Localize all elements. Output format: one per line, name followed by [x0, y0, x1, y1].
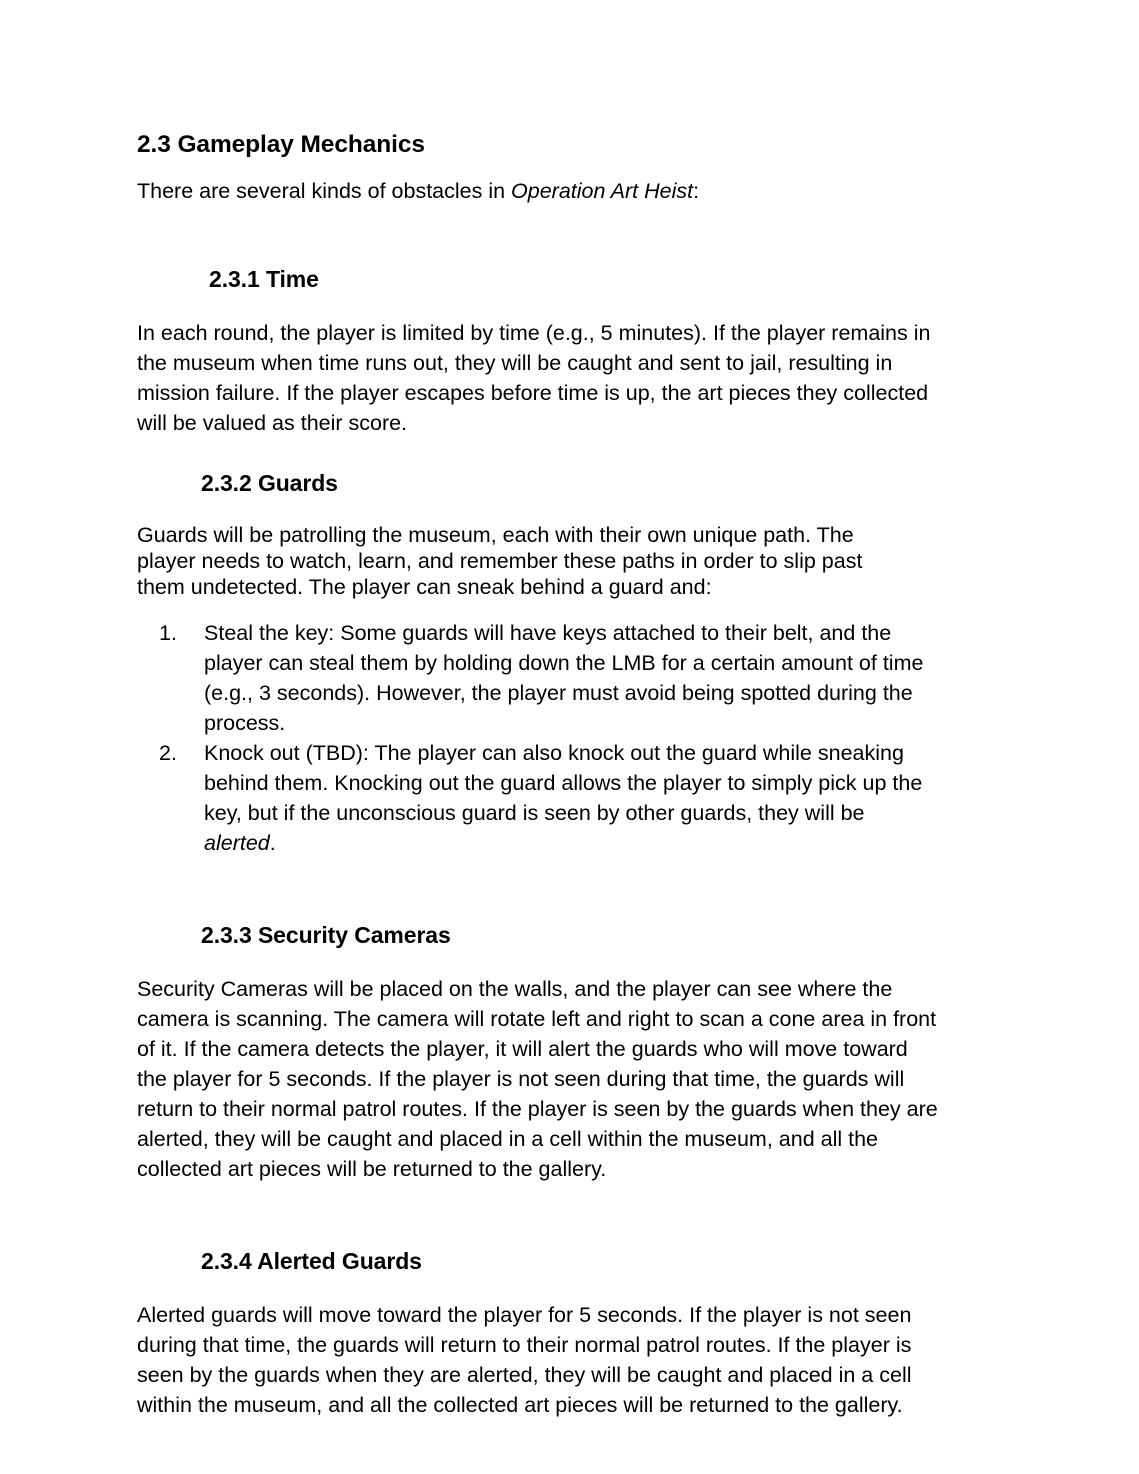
subsection-body-2-3-1: In each round, the player is limited by time (e.g., 5 minutes). If the player remains in the museum when time runs out, they will be caught and sent to jail, resulting in mission failure. If the player escapes before time is up, the art pieces they collected will be valued as their score.: [137, 321, 931, 435]
intro-text-after-title: :: [693, 179, 700, 203]
document-content: [137, 130, 1017, 1420]
list-marker: 2.: [159, 741, 177, 765]
subsection-heading-2-3-4: 2.3.4 Alerted Guards: [201, 1248, 422, 1274]
spacer-before-guard-list: [137, 600, 1017, 618]
subsection-body-2-3-3: Security Cameras will be placed on the walls, and the player can see where the camera is scanning. The camera will rotate left and right to scan a cone area in front of it. If the camera detects the player, it will alert the guards who will move toward the player for 5 seconds. If the player is not seen during that time, the guards will return to their normal patrol routes. If the player is seen by the guards when they are alerted, they will be caught and placed in a cell within the museum, and all the collected art pieces will be returned to the gallery.: [137, 977, 938, 1181]
alerted-italic-word: alerted: [204, 831, 270, 855]
section-intro-paragraph: [137, 176, 943, 206]
spacer-after-2-3-1-heading: [137, 294, 1017, 318]
list-item: [137, 738, 927, 858]
spacer-after-2-3-4-heading: [137, 1276, 1017, 1300]
game-title-italic: Operation Art Heist: [511, 179, 694, 203]
subsection-heading-2-3-1: 2.3.1 Time: [209, 266, 319, 292]
section-heading-2-3: 2.3 Gameplay Mechanics: [137, 131, 425, 158]
list-marker: 1.: [159, 621, 177, 645]
list-item: [137, 618, 927, 738]
spacer-after-2-3-3-heading: [137, 950, 1017, 974]
spacer-before-2-3-1: [137, 206, 1017, 264]
subsection-body-2-3-4: Alerted guards will move toward the player for 5 seconds. If the player is not seen during that time, the guards will return to their normal patrol routes. If the player is seen by the guards when they are alerted, they will be caught and placed in a cell within the museum, and all the collected art pieces will be returned to the gallery.: [137, 1303, 912, 1417]
list-item-text-before-italic: Knock out (TBD): The player can also knock out the guard while sneaking behind them. Knocking out the guard allows the player to simply pick up the key, but if the unconscious guard is seen by other guards, they will be: [204, 741, 923, 825]
guard-actions-list: [137, 618, 927, 858]
subsection-body-2-3-2: Guards will be patrolling the museum, each with their own unique path. The player needs to watch, learn, and remember these paths in order to slip past them undetected. The player can sneak behind a guard and:: [137, 523, 863, 599]
spacer-after-2-3-2-heading: [137, 498, 1017, 522]
subsection-heading-2-3-3: 2.3.3 Security Cameras: [201, 922, 451, 948]
spacer-before-2-3-4: [137, 1184, 1017, 1246]
subsection-heading-2-3-2: 2.3.2 Guards: [201, 470, 338, 496]
spacer-before-2-3-3: [137, 858, 1017, 920]
intro-text-before-title: There are several kinds of obstacles in: [137, 179, 512, 203]
list-item-text: Steal the key: Some guards will have keys attached to their belt, and the player can steal them by holding down the LMB for a certain amount of time (e.g., 3 seconds). However, the player must avoid being spotted during the process.: [204, 621, 924, 735]
spacer-before-2-3-2: [137, 438, 1017, 468]
list-item-text-after-italic: .: [269, 831, 276, 855]
